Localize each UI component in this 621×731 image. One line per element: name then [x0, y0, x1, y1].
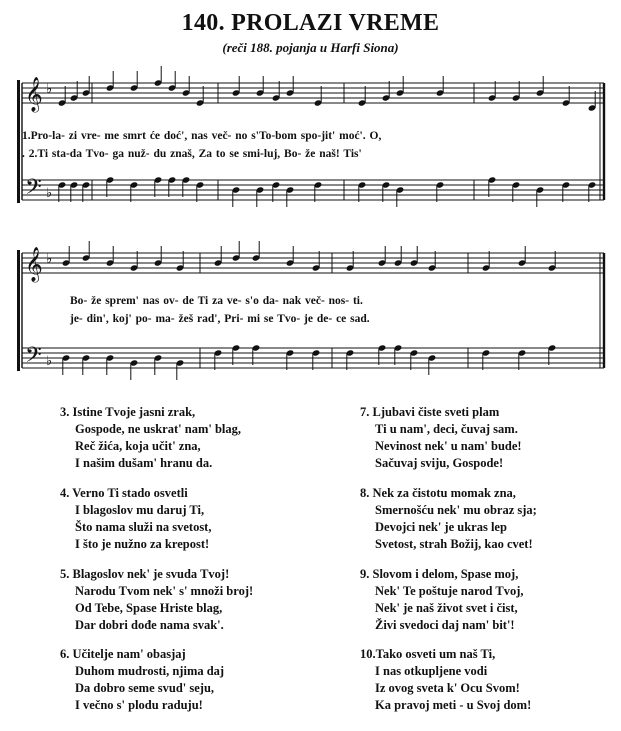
stanza-line: Duhom mudrosti, njima daj	[75, 664, 225, 678]
hymn-subtitle: (reči 188. pojanja u Harfi Siona)	[222, 40, 399, 55]
flat-key-signature-icon: ♭	[46, 82, 53, 97]
stanza-6	[60, 646, 224, 714]
stanza-3	[60, 404, 241, 472]
stanza-line: I što je nužno za krepost!	[75, 537, 210, 551]
stanza-line: Nek' je naš život svet i čist,	[375, 601, 518, 615]
stanza-line: 7. Ljubavi čiste sveti plam	[360, 405, 500, 419]
stanza-8	[360, 485, 537, 553]
flat-key-signature-icon: ♭	[46, 252, 53, 267]
stanza-7	[360, 404, 522, 472]
flat-key-signature-icon: ♭	[46, 354, 53, 369]
stanza-line: 8. Nek za čistotu momak zna,	[360, 486, 516, 500]
stanza-line: I nas otkupljene vodi	[375, 664, 488, 678]
stanza-line: Ti u nam', deci, čuvaj sam.	[375, 422, 518, 436]
stanza-line: I blagoslov mu daruj Ti,	[75, 503, 205, 517]
stanza-line: Dar dobri dođe nama svak'.	[75, 618, 224, 632]
system-bracket	[17, 250, 20, 371]
stanza-line: Devojci nek' je ukras lep	[375, 520, 507, 534]
stanza-line: Narodu Tvom nek' s' množi broj!	[75, 584, 254, 598]
stanza-line: 5. Blagoslov nek' je svuda Tvoj!	[60, 567, 230, 581]
system-bracket	[17, 80, 20, 203]
stanza-line: I večno s' plodu raduju!	[75, 698, 203, 712]
stanza-line: Živi svedoci daj nam' bit'!	[375, 618, 515, 632]
stanza-line: Što nama služi na svetost,	[75, 520, 212, 534]
system2-lyric-verse1: Bo- že sprem' nas ov- de Ti za ve- s'o da- nak več- nos- ti.	[70, 295, 363, 307]
music-system-2	[17, 241, 604, 380]
stanza-4	[60, 485, 211, 553]
flat-key-signature-icon: ♭	[46, 186, 53, 201]
stanza-line: 4. Verno Ti stado osvetli	[60, 486, 188, 500]
stanza-line: Ka pravoj meti - u Svoj dom!	[375, 698, 532, 712]
stanza-line: Nek' Te poštuje narod Tvoj,	[375, 584, 524, 598]
stanza-line: Gospode, ne uskrat' nam' blag,	[75, 422, 242, 436]
stanza-line: Reč žića, koja učit' zna,	[75, 439, 201, 453]
stanza-line: Sačuvaj sviju, Gospode!	[375, 456, 504, 470]
stanza-line: Od Tebe, Spase Hriste blag,	[75, 601, 223, 615]
stanza-line: Nevinost nek' u nam' bude!	[375, 439, 522, 453]
system2-lyric-verse2: je- din', koj' po- ma- žeš rad', Pri- mi se Tvo- je de- ce sad.	[70, 313, 370, 325]
stanza-line: 6. Učitelje nam' obasjaj	[60, 647, 186, 661]
stanza-line: 10.Tako osveti um naš Ti,	[360, 647, 496, 661]
treble-clef-icon: 𝄞	[25, 247, 43, 282]
bass-clef-icon: 𝄢	[25, 343, 42, 373]
system1-lyric-verse1: 1.Pro-la- zi vre- me smrt će doć', nas več- no s'To-bom spo-jit' moć'. O,	[22, 130, 382, 142]
stanza-line: 3. Istine Tvoje jasni zrak,	[60, 405, 196, 419]
stanza-10	[360, 646, 531, 714]
hymn-title: 140. PROLAZI VREME	[181, 10, 440, 36]
stanza-line: Smernošću nek' mu obraz sja;	[375, 503, 537, 517]
treble-clef-icon: 𝄞	[25, 77, 43, 112]
stanza-line: Da dobro seme svud' seju,	[75, 681, 215, 695]
stanza-line: 9. Slovom i delom, Spase moj,	[360, 567, 519, 581]
stanza-line: Svetost, strah Božij, kao cvet!	[375, 537, 533, 551]
bass-clef-icon: 𝄢	[25, 175, 42, 205]
system1-lyric-verse2: . 2.Ti sta-da Tvo- ga nuž- du znaš, Za to se smi-luj, Bo- že naš! Tis'	[22, 148, 362, 160]
stanza-5	[60, 566, 253, 634]
stanza-line: Iz ovog sveta k' Ocu Svom!	[375, 681, 520, 695]
stanza-line: I našim dušam' hranu da.	[75, 456, 213, 470]
stanza-9	[360, 566, 524, 634]
